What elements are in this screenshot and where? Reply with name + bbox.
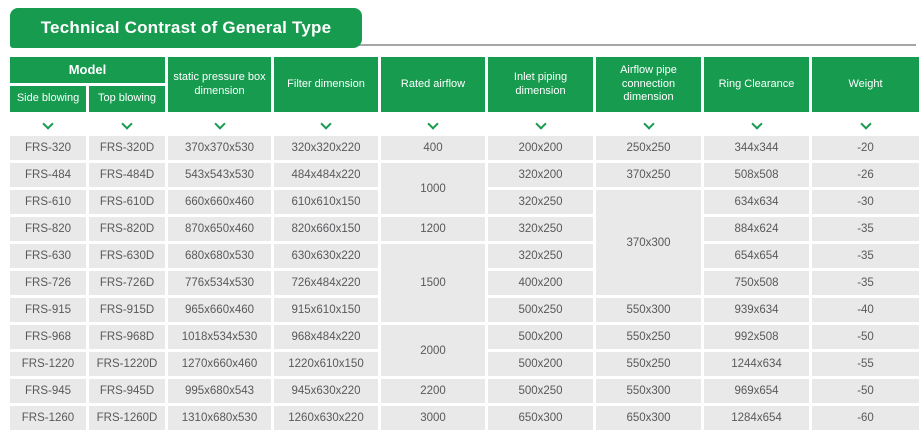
table-cell: 650x300 (488, 406, 593, 430)
column-subheader-1: Top blowing (89, 86, 165, 112)
table-cell: 1270x660x460 (168, 352, 271, 376)
chevron-down-icon (751, 118, 762, 129)
table-cell: FRS-484D (89, 163, 165, 187)
table-cell: 550x300 (596, 379, 701, 403)
table-cell: FRS-945 (10, 379, 86, 403)
table-cell: FRS-1260 (10, 406, 86, 430)
table-cell: -20 (812, 136, 919, 160)
table-row (10, 244, 919, 268)
table-cell: 2200 (381, 379, 485, 403)
table-cell: 650x300 (596, 406, 701, 430)
table-cell: FRS-820D (89, 217, 165, 241)
table-cell: 370x370x530 (168, 136, 271, 160)
chevron-down-icon (320, 118, 331, 129)
chevron-cell (596, 115, 701, 133)
table-cell: 995x680x543 (168, 379, 271, 403)
column-header-model: Model (10, 57, 165, 83)
table-cell: 250x250 (596, 136, 701, 160)
column-header-5: Inlet piping dimension (488, 57, 593, 112)
chevron-down-icon (643, 118, 654, 129)
table-cell: 1000 (381, 163, 485, 214)
table-row (10, 406, 919, 430)
table-cell: 726x484x220 (274, 271, 378, 295)
chevron-cell (704, 115, 809, 133)
chevron-down-icon (214, 118, 225, 129)
table-cell: -40 (812, 298, 919, 322)
table-cell: -35 (812, 271, 919, 295)
column-header-3: Filter dimension (274, 57, 378, 112)
table-cell: -50 (812, 379, 919, 403)
table-cell: 750x508 (704, 271, 809, 295)
table-row (10, 379, 919, 403)
table-cell: FRS-630D (89, 244, 165, 268)
table-cell: -26 (812, 163, 919, 187)
table-cell: 945x630x220 (274, 379, 378, 403)
column-header-7: Ring Clearance (704, 57, 809, 112)
table-cell: FRS-915D (89, 298, 165, 322)
column-header-2: static pressure box dimension (168, 57, 271, 112)
table-cell: 2000 (381, 325, 485, 376)
table-cell: FRS-484 (10, 163, 86, 187)
table-cell: FRS-610D (89, 190, 165, 214)
chevron-cell (488, 115, 593, 133)
table-cell: 630x630x220 (274, 244, 378, 268)
chevron-cell (274, 115, 378, 133)
table-cell: 1260x630x220 (274, 406, 378, 430)
table-cell: FRS-915 (10, 298, 86, 322)
table-cell: FRS-1220D (89, 352, 165, 376)
table-cell: FRS-1220 (10, 352, 86, 376)
table-cell: 884x624 (704, 217, 809, 241)
page-title (10, 8, 362, 48)
table-cell: -50 (812, 325, 919, 349)
chevron-cell (381, 115, 485, 133)
table-row (10, 217, 919, 241)
spec-table (7, 54, 922, 433)
chevron-cell (89, 115, 165, 133)
table-cell: 634x634 (704, 190, 809, 214)
column-subheader-0: Side blowing (10, 86, 86, 112)
chevron-cell (168, 115, 271, 133)
table-row (10, 163, 919, 187)
table-cell: -35 (812, 244, 919, 268)
chevron-cell (812, 115, 919, 133)
table-cell: FRS-945D (89, 379, 165, 403)
table-cell: 776x534x530 (168, 271, 271, 295)
column-header-6: Airflow pipe connection dimension (596, 57, 701, 112)
table-cell: 550x250 (596, 352, 701, 376)
table-cell: 344x344 (704, 136, 809, 160)
table-cell: 660x660x460 (168, 190, 271, 214)
table-cell: 965x660x460 (168, 298, 271, 322)
table-cell: 500x250 (488, 298, 593, 322)
table-cell: FRS-320D (89, 136, 165, 160)
table-cell: 968x484x220 (274, 325, 378, 349)
table-cell: FRS-820 (10, 217, 86, 241)
table-cell: 484x484x220 (274, 163, 378, 187)
table-cell: 1244x634 (704, 352, 809, 376)
table-cell: FRS-1260D (89, 406, 165, 430)
table-cell: 400 (381, 136, 485, 160)
table-cell: 915x610x150 (274, 298, 378, 322)
table-cell: 654x654 (704, 244, 809, 268)
table-cell: 939x634 (704, 298, 809, 322)
chevron-down-icon (121, 118, 132, 129)
table-cell: -30 (812, 190, 919, 214)
table-cell: 1500 (381, 244, 485, 322)
table-cell: -35 (812, 217, 919, 241)
table-cell: 500x200 (488, 352, 593, 376)
table-cell: 820x660x150 (274, 217, 378, 241)
table-cell: 1310x680x530 (168, 406, 271, 430)
chevron-cell (10, 115, 86, 133)
table-cell: 1220x610x150 (274, 352, 378, 376)
chevron-down-icon (427, 118, 438, 129)
table-cell: 400x200 (488, 271, 593, 295)
table-cell: FRS-630 (10, 244, 86, 268)
table-cell: 320x250 (488, 217, 593, 241)
page-title-text: Technical Contrast of General Type (40, 18, 332, 37)
table-cell: -55 (812, 352, 919, 376)
table-cell: -60 (812, 406, 919, 430)
table-cell: 1284x654 (704, 406, 809, 430)
chevron-down-icon (860, 118, 871, 129)
table-cell: 610x610x150 (274, 190, 378, 214)
table-cell: 320x320x220 (274, 136, 378, 160)
table-cell: 3000 (381, 406, 485, 430)
table-cell: FRS-968D (89, 325, 165, 349)
table-cell: 320x250 (488, 190, 593, 214)
table-cell: 500x200 (488, 325, 593, 349)
table-cell: 508x508 (704, 163, 809, 187)
table-cell: 320x200 (488, 163, 593, 187)
table-cell: 969x654 (704, 379, 809, 403)
table-cell: FRS-320 (10, 136, 86, 160)
table-row (10, 325, 919, 349)
table-cell: 543x543x530 (168, 163, 271, 187)
table-cell: 550x250 (596, 325, 701, 349)
column-header-8: Weight (812, 57, 919, 112)
table-row (10, 136, 919, 160)
column-header-4: Rated airflow (381, 57, 485, 112)
table-cell: 200x200 (488, 136, 593, 160)
table-cell: 1200 (381, 217, 485, 241)
table-cell: 500x250 (488, 379, 593, 403)
table-cell: 370x300 (596, 190, 701, 295)
table-cell: 992x508 (704, 325, 809, 349)
table-cell: 680x680x530 (168, 244, 271, 268)
chevron-down-icon (42, 118, 53, 129)
table-cell: FRS-726 (10, 271, 86, 295)
table-cell: 370x250 (596, 163, 701, 187)
table-cell: 550x300 (596, 298, 701, 322)
table-cell: FRS-726D (89, 271, 165, 295)
table-cell: FRS-610 (10, 190, 86, 214)
table-cell: 870x650x460 (168, 217, 271, 241)
chevron-down-icon (535, 118, 546, 129)
table-cell: 320x250 (488, 244, 593, 268)
table-cell: 1018x534x530 (168, 325, 271, 349)
table-cell: FRS-968 (10, 325, 86, 349)
